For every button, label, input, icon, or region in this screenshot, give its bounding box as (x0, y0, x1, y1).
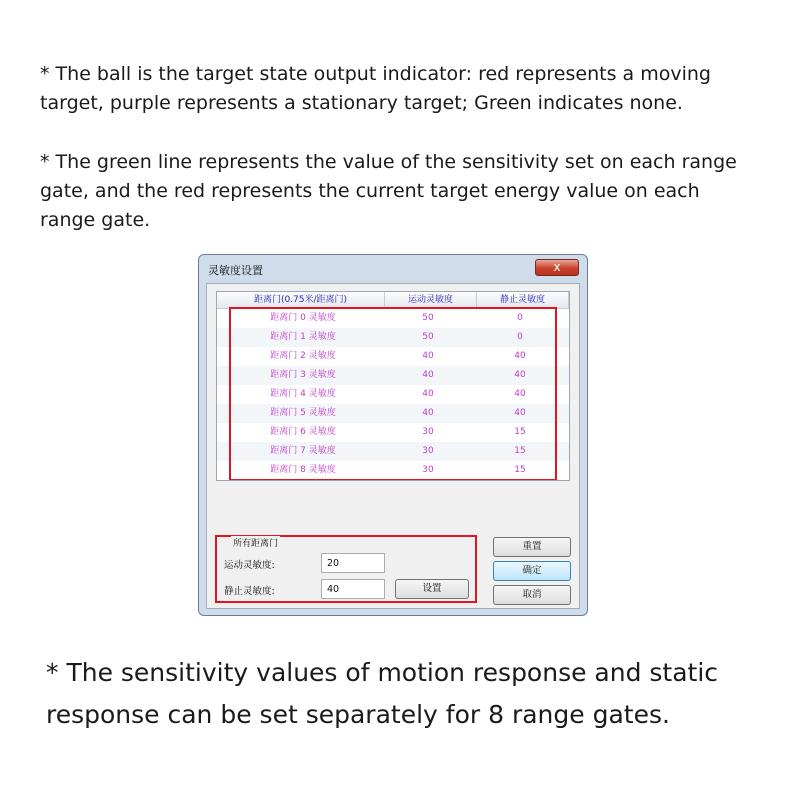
motion-cell: 40 (422, 370, 434, 380)
table-row[interactable] (217, 366, 569, 385)
table-row[interactable] (217, 328, 569, 347)
dialog-client-area (206, 283, 580, 609)
static-cell: 0 (517, 313, 523, 323)
table-header (217, 292, 569, 309)
motion-cell: 40 (422, 351, 434, 361)
note-target-indicator: * The ball is the target state output indicator: red represents a moving target, purple represents a stationary target; Green indicates none. (40, 63, 711, 114)
static-sensitivity-input[interactable] (321, 579, 385, 599)
static-cell: 15 (514, 446, 526, 456)
set-button[interactable]: 设置 (395, 579, 469, 599)
table-row[interactable] (217, 309, 569, 328)
gate-cell: 距离门 1 灵敏度 (270, 332, 336, 342)
static-sensitivity-label: 静止灵敏度: (224, 586, 275, 597)
gate-cell: 距离门 0 灵敏度 (270, 313, 336, 323)
static-cell: 40 (514, 370, 526, 380)
group-title: 所有距离门 (231, 536, 280, 549)
cancel-button[interactable]: 取消 (493, 585, 571, 605)
static-cell: 40 (514, 351, 526, 361)
table-row[interactable] (217, 347, 569, 366)
gate-cell: 距离门 2 灵敏度 (270, 351, 336, 361)
note-sensitivity-lines: * The green line represents the value of the sensitivity set on each range gate, and the red represents the current target energy value on each range gate. (40, 151, 737, 231)
ok-button[interactable]: 确定 (493, 561, 571, 581)
table-row[interactable] (217, 385, 569, 404)
motion-cell: 40 (422, 408, 434, 418)
table-row[interactable] (217, 404, 569, 423)
motion-cell: 30 (422, 465, 434, 475)
motion-cell: 40 (422, 389, 434, 399)
sensitivity-settings-dialog (198, 254, 588, 616)
column-header-gate[interactable]: 距离门(0.75米/距离门) (217, 292, 385, 308)
column-header-static[interactable]: 静止灵敏度 (477, 292, 569, 308)
note-range-gates: * The sensitivity values of motion response and static response can be set separately for 8 range gates. (46, 658, 719, 729)
table-row[interactable] (217, 423, 569, 442)
gate-cell: 距离门 4 灵敏度 (270, 389, 336, 399)
gate-sensitivity-table[interactable] (216, 291, 570, 481)
table-row[interactable] (217, 461, 569, 480)
close-button[interactable]: x (535, 259, 579, 276)
table-row[interactable] (217, 442, 569, 461)
static-cell: 15 (514, 465, 526, 475)
gate-cell: 距离门 5 灵敏度 (270, 408, 336, 418)
dialog-title: 灵敏度设置 (208, 264, 263, 277)
title-bar (199, 255, 587, 281)
column-header-motion[interactable]: 运动灵敏度 (385, 292, 477, 308)
gate-cell: 距离门 7 灵敏度 (270, 446, 336, 456)
gate-cell: 距离门 3 灵敏度 (270, 370, 336, 380)
all-gates-group (215, 535, 477, 603)
static-cell: 0 (517, 332, 523, 342)
motion-cell: 50 (422, 313, 434, 323)
gate-cell: 距离门 6 灵敏度 (270, 427, 336, 437)
motion-cell: 30 (422, 446, 434, 456)
gate-cell: 距离门 8 灵敏度 (270, 465, 336, 475)
motion-sensitivity-label: 运动灵敏度: (224, 560, 275, 571)
motion-cell: 30 (422, 427, 434, 437)
static-cell: 40 (514, 389, 526, 399)
reset-button[interactable]: 重置 (493, 537, 571, 557)
static-cell: 15 (514, 427, 526, 437)
motion-cell: 50 (422, 332, 434, 342)
static-cell: 40 (514, 408, 526, 418)
motion-sensitivity-input[interactable] (321, 553, 385, 573)
